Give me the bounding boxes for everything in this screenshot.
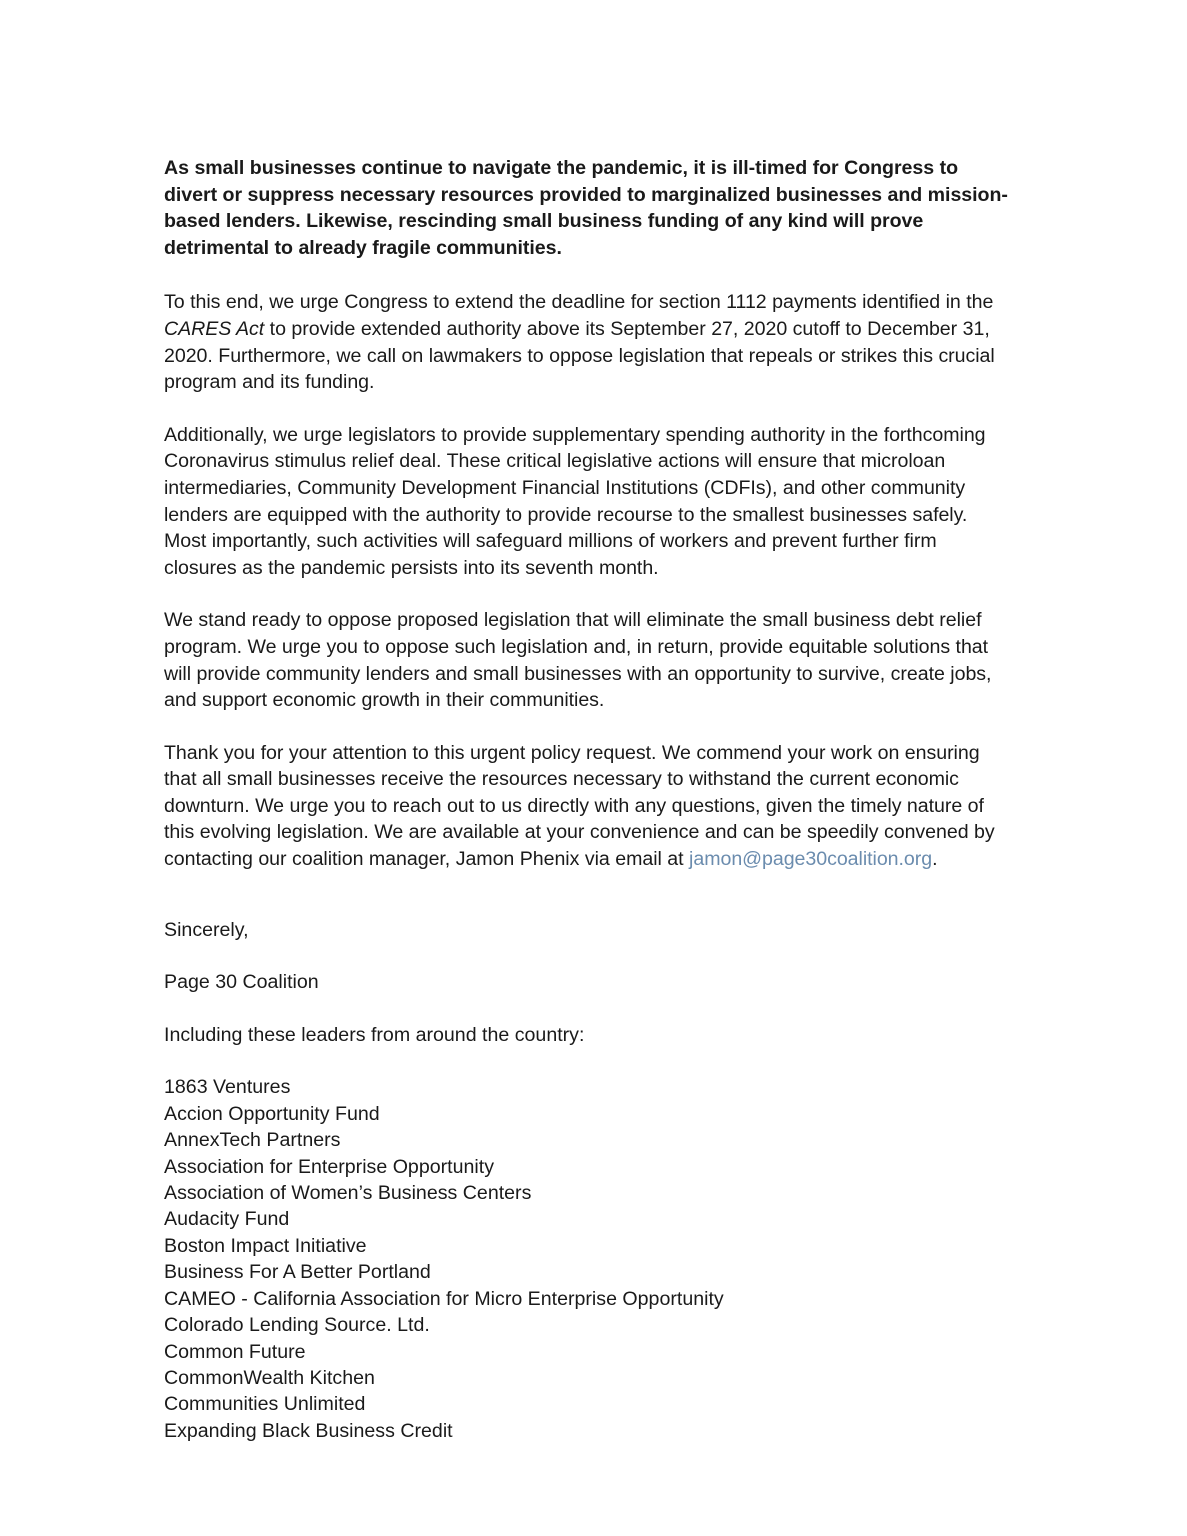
list-item: Expanding Black Business Credit [164,1419,453,1442]
list-item: Association for Enterprise Opportunity [164,1155,494,1178]
signatory-list-intro: Including these leaders from around the country: [164,1023,585,1046]
list-item: CAMEO - California Association for Micro Enterprise Opportunity [164,1287,724,1310]
list-item: Audacity Fund [164,1208,290,1231]
cares-act-citation: CARES Act [164,317,265,340]
document-body [164,155,1010,1444]
paragraph-text-segment: Thank you for your attention to this urgent policy request. We commend your work on ensuring that all small businesses receive the resources necessary to withstand the current economic downturn. We urge you to reach out to us directly with any questions, given the timely nature of this evolving legislation. We are available at your convenience and can be speedily convened by contacting our coalition manager, Jamon Phenix via email at [164,741,995,871]
paragraph-text-segment: to provide extended authority above its September 27, 2020 cutoff to December 31, 2020. Furthermore, we call on lawmakers to oppose legislation that repeals or strikes this crucial program and its funding. [164,317,995,394]
list-item: 1863 Ventures [164,1076,291,1099]
list-item: Accion Opportunity Fund [164,1102,380,1125]
lead-paragraph: As small businesses continue to navigate the pandemic, it is ill-timed for Congress to divert or suppress necessary resources provided to marginalized businesses and mission-based lenders. Likewise, rescinding small business funding of any kind will prove detrimental to already fragile communities. [164,157,1008,259]
list-item: Business For A Better Portland [164,1261,431,1284]
paragraph-text-segment: . [932,848,938,871]
paragraph-text-segment: To this end, we urge Congress to extend the deadline for section 1112 payments identified in the [164,291,994,314]
list-item: Association of Women’s Business Centers [164,1182,532,1205]
signature-organization: Page 30 Coalition [164,971,319,994]
paragraph-cares-act-request [164,289,1010,395]
list-item: CommonWealth Kitchen [164,1366,375,1389]
paragraph-supplementary-spending: Additionally, we urge legislators to provide supplementary spending authority in the forthcoming Coronavirus stimulus relief deal. These critical legislative actions will ensure that microloan intermediaries, Community Development Financial Institutions (CDFIs), and other community lenders are equipped with the authority to provide recourse to the smallest businesses safely. Most importantly, such activities will safeguard millions of workers and prevent further firm closures as the pandemic persists into its seventh month. [164,423,986,579]
list-item: AnnexTech Partners [164,1129,341,1152]
signature-block [164,917,1010,1049]
list-item: Boston Impact Initiative [164,1234,367,1257]
signature-closing: Sincerely, [164,918,249,941]
signatory-organization-list [164,1074,1010,1444]
list-item: Common Future [164,1340,306,1363]
coalition-manager-email-link[interactable]: jamon@page30coalition.org [689,848,933,871]
paragraph-closing-contact [164,740,1010,873]
list-item: Colorado Lending Source. Ltd. [164,1314,430,1337]
list-item: Communities Unlimited [164,1393,366,1416]
paragraph-oppose-legislation: We stand ready to oppose proposed legislation that will eliminate the small business debt relief program. We urge you to oppose such legislation and, in return, provide equitable solutions that will provide community lenders and small businesses with an opportunity to survive, create jobs, and support economic growth in their communities. [164,609,992,712]
